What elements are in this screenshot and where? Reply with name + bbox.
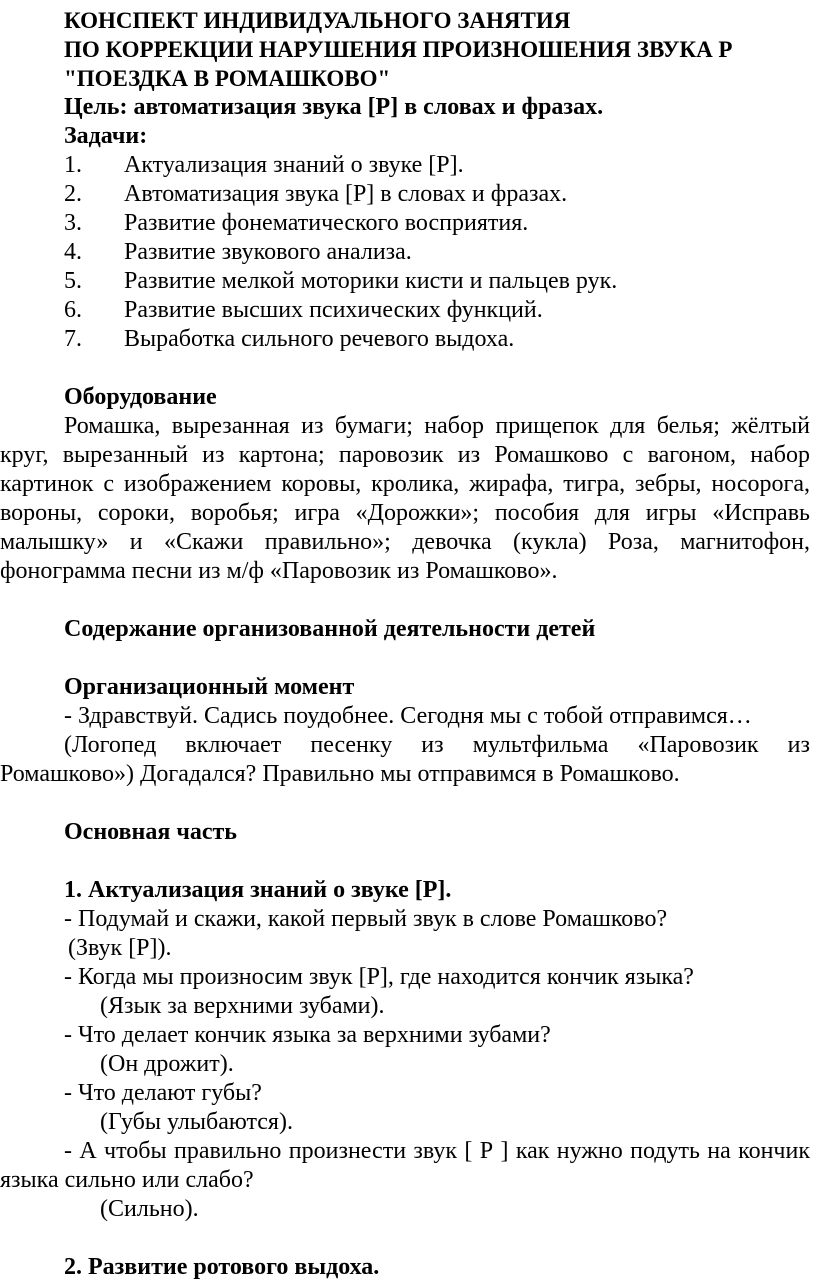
question-2: - Когда мы произносим звук [Р], где находится кончик языка? — [64, 964, 694, 990]
answer-4: (Губы улыбаются). — [100, 1109, 293, 1135]
list-number: 1. — [64, 152, 82, 178]
question-5-line-1: - А чтобы правильно произнести звук [ Р ] как нужно подуть на кончик — [64, 1138, 810, 1164]
org-line-1: - Здравствуй. Садись поудобнее. Сегодня мы с тобой отправимся… — [64, 703, 752, 729]
spacer — [0, 644, 816, 673]
equipment-line-1: Ромашка, вырезанная из бумаги; набор прищепок для белья; жёлтый — [64, 413, 810, 439]
org-line-3: Ромашково») Догадался? Правильно мы отправимся в Ромашково. — [0, 761, 680, 787]
spacer — [0, 847, 816, 876]
tasks-list — [0, 151, 816, 354]
answer-1: (Звук [Р]). — [68, 935, 172, 961]
list-item — [0, 180, 816, 209]
spacer — [0, 354, 816, 383]
list-text: Развитие звукового анализа. — [124, 239, 412, 265]
list-item — [0, 238, 816, 267]
section1-heading: 1. Актуализация знаний о звуке [Р]. — [64, 877, 452, 903]
list-number: 6. — [64, 297, 82, 323]
equipment-line-6: фонограмма песни из м/ф «Паровозик из Ромашково». — [0, 558, 558, 584]
document-title-line-3: "ПОЕЗДКА В РОМАШКОВО" — [64, 66, 391, 91]
list-text: Развитие фонематического восприятия. — [124, 210, 529, 236]
content-heading: Содержание организованной деятельности детей — [64, 616, 596, 642]
question-3: - Что делает кончик языка за верхними зубами? — [64, 1022, 551, 1048]
org-heading: Организационный момент — [64, 674, 355, 700]
list-text: Развитие высших психических функций. — [124, 297, 543, 323]
equipment-line-3: картинок с изображением коровы, кролика, жирафа, тигра, зебры, носорога, — [0, 471, 810, 497]
question-4: - Что делают губы? — [64, 1080, 262, 1106]
equipment-line-5: малышку» и «Скажи правильно»; девочка (кукла) Роза, магнитофон, — [0, 529, 810, 555]
list-item — [0, 151, 816, 180]
equipment-text-line — [0, 412, 816, 441]
answer-5: (Сильно). — [100, 1196, 199, 1222]
list-number: 7. — [64, 326, 82, 352]
question-1: - Подумай и скажи, какой первый звук в слове Ромашково? — [64, 906, 668, 932]
main-heading: Основная часть — [64, 819, 237, 845]
spacer — [0, 789, 816, 818]
list-item — [0, 267, 816, 296]
goal-line: Цель: автоматизация звука [Р] в словах и фразах. — [64, 94, 604, 120]
list-number: 2. — [64, 181, 82, 207]
list-number: 5. — [64, 268, 82, 294]
spacer — [0, 1224, 816, 1253]
equipment-line-2: круг, вырезанный из картона; паровозик из Ромашково с вагоном, набор — [0, 442, 810, 468]
answer-2: (Язык за верхними зубами). — [100, 993, 385, 1019]
answer-3: (Он дрожит). — [100, 1051, 234, 1077]
list-number: 3. — [64, 210, 82, 236]
list-item — [0, 325, 816, 354]
list-item — [0, 209, 816, 238]
list-text: Актуализация знаний о звуке [Р]. — [124, 152, 464, 178]
list-number: 4. — [64, 239, 82, 265]
list-text: Выработка сильного речевого выдоха. — [124, 326, 515, 352]
equipment-heading: Оборудование — [64, 384, 217, 410]
list-item — [0, 296, 816, 325]
question-5-line-2: языка сильно или слабо? — [0, 1167, 254, 1193]
list-text: Развитие мелкой моторики кисти и пальцев рук. — [124, 268, 618, 294]
document-title-line-1: КОНСПЕКТ ИНДИВИДУАЛЬНОГО ЗАНЯТИЯ — [64, 8, 571, 33]
org-line-2: (Логопед включает песенку из мультфильма «Паровозик из — [64, 732, 810, 758]
spacer — [0, 586, 816, 615]
equipment-line-4: вороны, сороки, воробья; игра «Дорожки»; пособия для игры «Исправь — [0, 500, 810, 526]
section2-heading: 2. Развитие ротового выдоха. — [64, 1254, 380, 1280]
list-text: Автоматизация звука [Р] в словах и фразах. — [124, 181, 568, 207]
document-title-line-2: ПО КОРРЕКЦИИ НАРУШЕНИЯ ПРОИЗНОШЕНИЯ ЗВУКА Р — [64, 37, 733, 62]
tasks-heading: Задачи: — [64, 123, 148, 149]
